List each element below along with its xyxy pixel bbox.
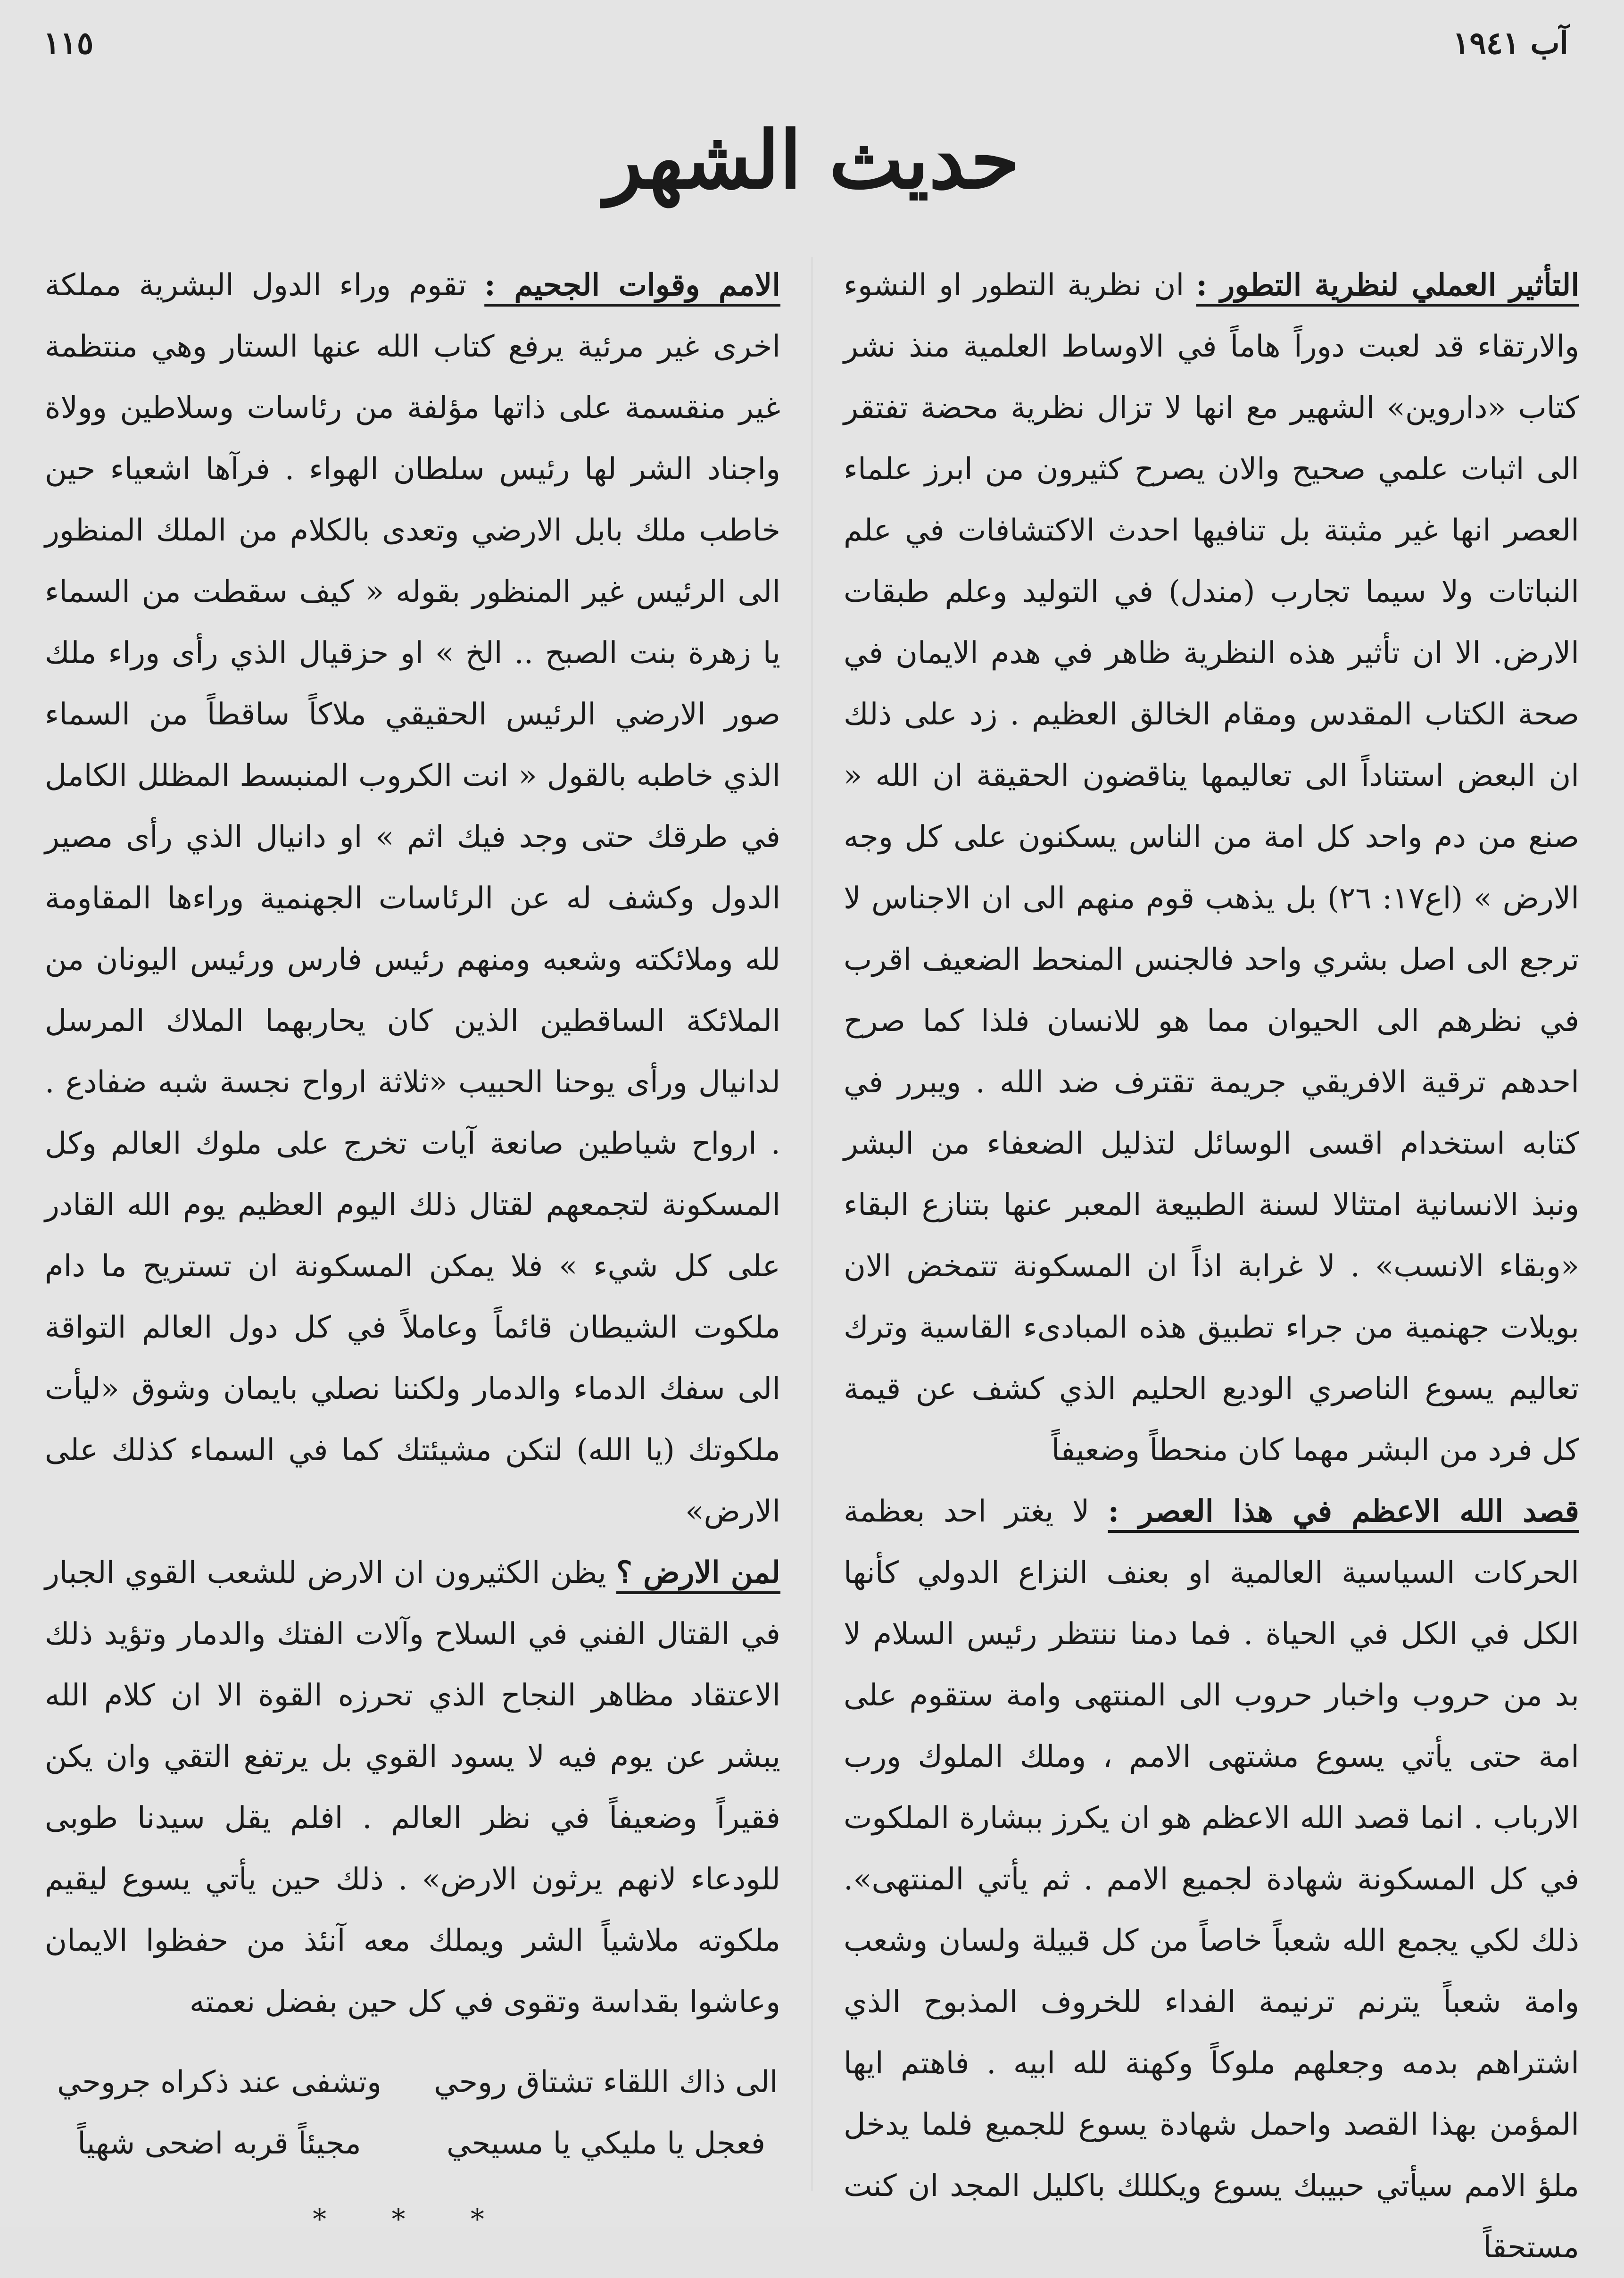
section-body: تقوم وراء الدول البشرية مملكة اخرى غير مرئية يرفع كتاب الله عنها الستار وهي منتظمة غير منقسمة على ذاتها مؤلفة من رئاسات وسلاطين وولاة واجناد الشر لها رئيس سلطان الهواء . فرآها اشعياء حين خاطب ملك بابل الارضي وتعدى بالكلام من الملك المنظور الى الرئيس غير المنظور بقوله « كيف سقطت من السماء يا زهرة بنت الصبح .. الخ » او حزقيال الذي رأى وراء ملك صور الارضي الرئيس الحقيقي ملاكاً ساقطاً من السماء الذي خاطبه بالقول « انت الكروب المنبسط المظلل الكامل في طرقك حتى وجد فيك اثم » او دانيال الذي رأى مصير الدول وكشف له عن الرئاسات الجهنمية وراءها المقاومة لله وملائكته وشعبه ومنهم رئيس فارس ورئيس اليونان من الملائكة الساقطين الذين كان يحاربهما الملاك المرسل لدانيال ورأى يوحنا الحبيب «ثلاثة ارواح نجسة شبه ضفادع . . ارواح شياطين صانعة آيات تخرج على ملوك العالم وكل المسكونة لتجمعهم لقتال ذلك اليوم العظيم يوم الله القادر على كل شيء » فلا يمكن المسكونة ان تستريح ما دام ملكوت الشيطان قائماً وعاملاً في كل دول العالم التواقة الى سفك الدماء والدمار ولكننا نصلي بايمان وشوق «ليأت ملكوتك (يا الله) لتكن مشيئتك كما في السماء كذلك على الارض» bbox=[45, 268, 781, 1529]
page-number: ١١٥ bbox=[43, 25, 94, 61]
section-heading: التأثير العملي لنظرية التطور : bbox=[1196, 267, 1580, 303]
article-section bbox=[844, 1481, 1579, 2278]
article-section bbox=[45, 1542, 780, 2033]
page-title: حديث الشهر bbox=[604, 113, 1020, 207]
poem-verse: فعجل يا مليكي يا مسيحي bbox=[446, 2126, 766, 2161]
article-section bbox=[45, 255, 780, 1542]
section-separator: * * * bbox=[313, 2203, 513, 2235]
poem bbox=[45, 2052, 780, 2174]
article-section bbox=[844, 255, 1579, 1481]
left-column bbox=[45, 255, 781, 2235]
section-body: يظن الكثيرون ان الارض للشعب القوي الجبار في القتال الفني في السلاح وآلات الفتك والدمار وتؤيد ذلك الاعتقاد مظاهر النجاح الذي تحرزه القوة الا ان كلام الله يبشر عن يوم فيه لا يسود القوي بل يرتفع التقي وان يكن فقيراً وضعيفاً في نظر العالم . افلم يقل سيدنا طوبى للودعاء لانهم يرثون الارض» . ذلك حين يأتي يسوع ليقيم ملكوته ملاشياً الشر ويملك معه آنئذ من حفظوا الايمان وعاشوا بقداسة وتقوى في كل حين بفضل نعمته bbox=[45, 1555, 780, 2020]
section-heading: الامم وقوات الجحيم : bbox=[484, 267, 781, 303]
section-heading: لمن الارض ؟ bbox=[616, 1555, 781, 1590]
poem-verse: وتشفى عند ذكراه جروحي bbox=[57, 2065, 381, 2100]
poem-verse: مجيئاً قربه اضحى شهياً bbox=[77, 2126, 361, 2161]
poem-verse: الى ذاك اللقاء تشتاق روحي bbox=[434, 2065, 778, 2100]
section-body: ان نظرية التطور او النشوء والارتقاء قد لعبت دوراً هاماً في الاوساط العلمية منذ نشر كتاب «داروين» الشهير مع انها لا تزال نظرية محضة تفتقر الى اثبات علمي صحيح والان يصرح كثيرون من ابرز علماء العصر انها غير مثبتة بل تنافيها احدث الاكتشافات في علم النباتات ولا سيما تجارب (مندل) في التوليد وعلم طبقات الارض. الا ان تأثير هذه النظرية ظاهر في هدم الايمان في صحة الكتاب المقدس ومقام الخالق العظيم . زد على ذلك ان البعض استناداً الى تعاليمها يناقضون الحقيقة ان الله « صنع من دم واحد كل امة من الناس يسكنون على كل وجه الارض » (اع١٧: ٢٦) بل يذهب قوم منهم الى ان الاجناس لا ترجع الى اصل بشري واحد فالجنس المنحط الضعيف اقرب في نظرهم الى الحيوان مما هو للانسان فلذا كما صرح احدهم ترقية الافريقي جريمة تقترف ضد الله . ويبرر في كتابه استخدام اقسى الوسائل لتذليل الضعفاء من البشر ونبذ الانسانية امتثالا لسنة الطبيعة المعبر عنها بتنازع البقاء «وبقاء الانسب» . لا غرابة اذاً ان المسكونة تتمخض الان بويلات جهنمية من جراء تطبيق هذه المبادىء القاسية وترك تعاليم يسوع الناصري الوديع الحليم الذي كشف عن قيمة كل فرد من البشر مهما كان منحطاً وضعيفاً bbox=[844, 268, 1580, 1468]
section-heading: قصد الله الاعظم في هذا العصر : bbox=[1108, 1494, 1579, 1529]
running-date: آب ١٩٤١ bbox=[1452, 25, 1568, 61]
section-body: لا يغتر احد بعظمة الحركات السياسية العالمية او بعنف النزاع الدولي كأنها الكل في الكل في الحياة . فما دمنا ننتظر رئيس السلام لا بد من حروب واخبار حروب الى المنتهى وامة ستقوم على امة حتى يأتي يسوع مشتهى الامم ، وملك الملوك ورب الارباب . انما قصد الله الاعظم هو ان يكرز ببشارة الملكوت في كل المسكونة شهادة لجميع الامم . ثم يأتي المنتهى». ذلك لكي يجمع الله شعباً خاصاً من كل قبيلة ولسان وشعب وامة شعباً يترنم ترنيمة الفداء للخروف المذبوح الذي اشتراهم بدمه وجعلهم ملوكاً وكهنة لله ابيه . فاهتم ايها المؤمن بهذا القصد واحمل شهادة يسوع للجميع فلما يدخل ملؤ الامم سيأتي حبيبك يسوع ويكللك باكليل المجد ان كنت مستحقاً bbox=[844, 1494, 1580, 2265]
right-column bbox=[844, 255, 1580, 2265]
